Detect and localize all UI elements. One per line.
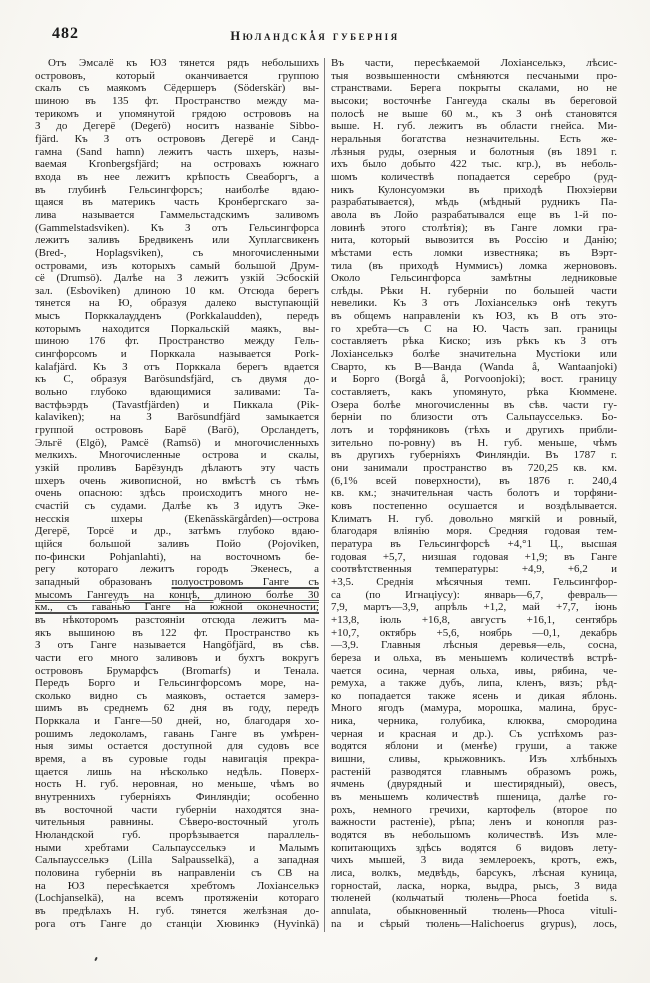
text-line: шимъ въ среднемъ 62 дня въ году, передъ bbox=[35, 702, 319, 715]
text-line: лиса, волкъ, медвѣдь, барсукъ, лѣсная куница, bbox=[331, 867, 617, 879]
text-line: берніи по близости отъ Сальпаусселькэ. Бо- bbox=[331, 411, 617, 424]
text-line: годовая +5,7, низшая годовая +1,9; въ Ганге bbox=[331, 550, 617, 563]
text-line: входа въ нее лежитъ крѣпость Свеаборгъ, а bbox=[35, 170, 319, 183]
text-line: острововъ, который оканчивается группою bbox=[35, 69, 319, 82]
text-line: мысомъ Гангеудъ на концѣ, длиною болѣе 30 bbox=[35, 588, 319, 601]
text-line: мѣстами есть ломки известняка; въ Вэрт- bbox=[331, 246, 617, 259]
text-line: чительныя равнины. Сѣверо-восточный уголъ bbox=[35, 816, 319, 829]
text-line: скалъ съ маякомъ Сёдершеръ (Söderskär) вы- bbox=[35, 82, 319, 95]
text-line: го хребта—съ С на Ю. Часть зап. границы bbox=[331, 322, 617, 335]
text-line: нита, который вывозится въ Россію и Данію; bbox=[331, 234, 617, 247]
text-line: Много ягодъ (мамура, морошка, малина, брус- bbox=[331, 702, 617, 715]
text-line: (Bred-, Hoplagsviken), съ многочисленными bbox=[35, 246, 319, 259]
text-line: благодаря вліянію моря. Средняя годовая тем- bbox=[331, 525, 617, 538]
text-line: ремуха, а также дубъ, липа, кленъ, вязъ; рѣд- bbox=[331, 677, 617, 690]
scan-speck bbox=[94, 957, 98, 961]
text-line: ловинѣ этого столѣтія); въ Ганге ломки гра- bbox=[331, 221, 617, 234]
text-line: сингфорсомъ и Порккала называется Pork- bbox=[35, 348, 319, 361]
text-line: тыя возвышенности смѣняются песчаными про- bbox=[331, 69, 617, 82]
text-line: чается осина, черная ольха, ивы, рябина, че- bbox=[331, 664, 617, 677]
text-line: (Lochjanselkä), на всемъ протяженіи котораго bbox=[35, 892, 319, 905]
text-line: части его много заливовъ и бухтъ вокругъ bbox=[35, 651, 319, 664]
text-line: узкій проливъ Барёзундъ дѣлаютъ эту часть bbox=[35, 462, 319, 474]
text-line: тила (въ приходѣ Нуммисъ) ломка жернововъ. bbox=[331, 259, 617, 272]
text-line: береза и ольха, въ меньшемъ количествѣ встрѣ- bbox=[331, 651, 617, 664]
text-line: чихъ мышей, 3 вида землероекъ, кротъ, ежъ, bbox=[331, 854, 617, 867]
text-line: къ С, образуя Barösundsfjärd, съ двумя до- bbox=[35, 373, 319, 386]
left-column bbox=[35, 57, 319, 930]
text-line: выше. Н. губ. лежитъ въ области гнейса. Ми- bbox=[331, 120, 617, 133]
page-number: 482 bbox=[52, 25, 79, 42]
text-line: шхеръ очень живописной, но вмѣстѣ съ тѣмъ bbox=[35, 474, 319, 487]
text-line: полосѣ не выше 60 м., къ З онѣ становятся bbox=[331, 107, 617, 120]
text-line: пература въ Гельсингфорсѣ +4,°1 Ц., высшая bbox=[331, 537, 617, 550]
text-line: острововъ Брумарфсъ (Bromarfs) и Тенала. bbox=[35, 664, 319, 677]
text-line: (6,1% всей поверхности), въ 1876 г. 240,4 bbox=[331, 474, 617, 487]
text-line: Отъ Эмсалё къ ЮЗ тянется рядъ небольшихъ bbox=[48, 57, 319, 69]
text-line: очень опасною: здѣсь происходитъ много не- bbox=[35, 487, 319, 500]
text-line: сё (Drumsö). Далѣе на З лежитъ узкій Эсбоскій bbox=[35, 272, 319, 285]
text-line: шиною въ 135 фт. Пространство между ма- bbox=[35, 94, 319, 107]
text-line: зительно по-ровну) въ Н. губ. меньше, чѣмъ bbox=[331, 436, 617, 449]
text-line: Сварто, къ В—Ванда (Wanda å, Wantaanjoki) bbox=[331, 360, 617, 373]
text-line: ко попадается также ясень и дикая яблонь. bbox=[331, 689, 617, 702]
text-line: ковъ постепенно осушается и воздѣлывается. bbox=[331, 499, 617, 512]
text-line: водятся яблони и (менѣе) груши, а также bbox=[331, 740, 617, 753]
text-line: Лохіанселькэ болѣе значительна Мустіоки или bbox=[331, 348, 617, 361]
text-line: 7,9, мартъ—3,9, апрѣль +1,2, май +7,7, іюнь bbox=[331, 601, 617, 614]
text-line: annulata, обыкновенный тюлень—Phoca vituli- bbox=[331, 904, 617, 917]
text-line: Климатъ Н. губ. довольно мягкій и ровный, bbox=[331, 512, 617, 525]
text-line: ность Н. губ. неровная, но меньше, чѣмъ во bbox=[35, 778, 319, 791]
text-line: Нюландской губ. прорѣзывается параллель- bbox=[35, 829, 319, 842]
text-line: шомъ количествѣ попадается серебро (руд- bbox=[331, 170, 617, 183]
text-line: рошимъ ледоколамъ, гавань Ганге въ умѣрен- bbox=[35, 727, 319, 740]
text-line: Въ части, пересѣкаемой Лохіанселькэ, лѣсис- bbox=[331, 57, 617, 69]
text-line: ихъ было добыто 422 тыс. кгр.), въ неболь- bbox=[331, 158, 617, 171]
text-line: лѣзныя руды, озерныя и болотныя (въ 1891 г. bbox=[331, 145, 617, 158]
text-line: Дегерё, Торсё и др., затѣмъ глубоко вдаю- bbox=[35, 525, 319, 538]
text-line: соотвѣтственныя температуры: +4,9, +6,2 и bbox=[331, 563, 617, 576]
pencil-underlined-text: полуостровомъ Ганге съ bbox=[171, 575, 319, 588]
text-line: щійся большой заливъ Пойо (Pojoviken, bbox=[35, 537, 319, 550]
text-line: высоки; восточнѣе Гангеуда скалы въ береговой bbox=[331, 94, 617, 107]
text-line: составляетъ, какъ упомянуто, рѣка Кюммене. bbox=[331, 386, 617, 399]
text-line: лежитъ заливъ Бредвикенъ или Хуплагсвикенъ bbox=[35, 234, 319, 247]
text-line: несскія шхеры (Ekenässkärgården)—острова bbox=[35, 512, 319, 525]
text-line: въ общемъ направленіи къ ЮЗ, къ В отъ это- bbox=[331, 310, 617, 323]
text-line: сколько видно съ маяковъ, остается замерз- bbox=[35, 689, 319, 702]
text-line: островами, изъ которыхъ самый большой Друм- bbox=[35, 259, 319, 272]
text-line: вишни, сливы, крыжовникъ. Изъ хлѣбныхъ bbox=[331, 753, 617, 766]
text-line: шиною 176 фт. Пространство между Гель- bbox=[35, 335, 319, 348]
text-line: Около Гельсингфорса замѣтны ледниковые bbox=[331, 272, 617, 285]
text-line: регу котораго лежитъ городъ Экенесъ, а bbox=[35, 563, 319, 576]
text-line: км., съ гаванью Ганге на южной оконечности; bbox=[35, 601, 319, 614]
text-line: горностай, ласка, норка, выдра, рысь, 3 вида bbox=[331, 879, 617, 892]
text-line: kalaviken); на З Barösundfjärd замыкается bbox=[35, 411, 319, 424]
text-line: Озера болѣе многочисленны въ сѣв. части гу- bbox=[331, 398, 617, 411]
text-line: составляетъ рѣка Киско; изъ рѣкъ къ З отъ bbox=[331, 335, 617, 348]
text-line: Сальпаусселькэ (Lilla Salpausselkä), а западная bbox=[35, 854, 319, 867]
text-line: гамна (Sand hamn) лежитъ часть шхеръ, назы- bbox=[35, 145, 319, 158]
text-line: щается лишь на нѣсколько недѣль. Поверх- bbox=[35, 765, 319, 778]
text-line: (Gammelstadsviken). Къ З отъ Гельсингфорса bbox=[35, 221, 319, 234]
right-column bbox=[331, 57, 617, 930]
text-line: kalafjärd. Къ З отъ Порккала берегъ вдается bbox=[35, 360, 319, 373]
text-line: Порккала и Ганге—50 дней, но, благодаря хо- bbox=[35, 715, 319, 728]
column-divider bbox=[324, 58, 325, 932]
text-line: никъ Кулонсуомэки въ приходѣ Пюхэіерви bbox=[331, 183, 617, 196]
text-line: ваемая Kronbergsfjärd; на островахъ южнаго bbox=[35, 158, 319, 171]
text-line: на ЮЗ пересѣкается хребтомъ Лохіанселькэ bbox=[35, 879, 319, 892]
text-line: разрабатывается), мѣдь (мѣдный рудникъ Па- bbox=[331, 196, 617, 209]
text-line: тянется на Ю, образуя далеко выступающій bbox=[35, 297, 319, 310]
text-line: ячмень (двурядный и шестирядный), овесъ, bbox=[331, 778, 617, 791]
text-line: щаяся въ материкъ часть Кронбергскаго за- bbox=[35, 196, 319, 209]
text-line: группой острововъ Барё (Barö), Орсландетъ, bbox=[35, 424, 319, 437]
text-line: и Борго (Borgå å, Porvoonjoki); вост. границу bbox=[331, 373, 617, 386]
running-title: Нюландская губернія bbox=[230, 29, 400, 43]
text-line: растеній разводятся главнымъ образомъ рожь, bbox=[331, 765, 617, 778]
text-line: лива называется Гаммельстадскимъ заливомъ bbox=[35, 208, 319, 221]
text-line: терикомъ и упомянутой грядою острововъ на bbox=[35, 107, 319, 120]
text-line: рохъ, немного гречихи, картофель (второе по bbox=[331, 803, 617, 816]
text-line: ными хребтами Сальпаусселькэ и Малымъ bbox=[35, 841, 319, 854]
text-line: западный образованъ полуостровомъ Ганге съ bbox=[35, 575, 319, 588]
text-line: въ нѣкоторомъ разстояніи отсюда лежитъ ма- bbox=[35, 613, 319, 626]
text-line: +10,7, октябрь +5,6, ноябрь —0,1, декабрь bbox=[331, 626, 617, 639]
text-line: лотъ и торфяниковъ (тѣхъ и другихъ прибли- bbox=[331, 424, 617, 437]
text-line: —3,9. Главныя лѣсныя деревья—ель, сосна, bbox=[331, 639, 617, 652]
text-line: неральныя богатства незначительны. Есть же- bbox=[331, 132, 617, 145]
text-line: ныя зимы остается доступной для судовъ все bbox=[35, 740, 319, 753]
text-line: въ глубинѣ Гельсингфорсъ; наиболѣе вдаю- bbox=[35, 183, 319, 196]
text-line: важности растеніе), рѣпа; ленъ и конопля раз- bbox=[331, 816, 617, 829]
text-line: мысъ Порккалаудденъ (Porkkalaudden), передъ bbox=[35, 310, 319, 323]
text-line: копитающихъ здѣсь водятся 6 видовъ лету- bbox=[331, 841, 617, 854]
text-line: na и сѣрый тюлень—Halichoerus grypus), лось, bbox=[331, 917, 617, 930]
text-line: fjärd. Къ З отъ острововъ Дегерё и Санд- bbox=[35, 132, 319, 145]
text-line: по-фински Pohjanlahti), на восточномъ бе- bbox=[35, 550, 319, 563]
text-line: въ меньшемъ количествѣ пшеница, далѣе го- bbox=[331, 791, 617, 804]
text-line: ника, черника, голубика, клюква, смородина bbox=[331, 715, 617, 728]
text-line: счастій съ судами. Далѣе къ З идутъ Эке- bbox=[35, 499, 319, 512]
text-line: З до Дегерё (Degerö) носитъ названіе Sibbo- bbox=[35, 120, 319, 133]
text-line: вольно глубоко вдающимися заливами: Та- bbox=[35, 386, 319, 399]
text-line: въ предѣлахъ Н. губ. тянется желѣзная до- bbox=[35, 904, 319, 917]
text-line: зал. (Esboviken) длиною 10 км. Отсюда берегъ bbox=[35, 284, 319, 297]
text-line: +3,5. Среднія мѣсячныя темп. Гельсингфор- bbox=[331, 575, 617, 588]
text-line: Передъ Борго и Гельсингфорсомъ море, на- bbox=[35, 677, 319, 690]
text-line: мелкихъ. Многочисленные острова и скалы, bbox=[35, 449, 319, 462]
text-line: тюленей (кольчатый тюлень—Phoca foetida s. bbox=[331, 892, 617, 905]
text-line: слѣды. Рѣки Н. губерніи по большей части bbox=[331, 284, 617, 297]
text-line: половина губерніи въ направленіи съ СВ на bbox=[35, 867, 319, 879]
text-line: они занимали пространство въ 720,25 кв. км. bbox=[331, 462, 617, 474]
text-line: невелики. Къ З отъ Лохіанселькэ онѣ текутъ bbox=[331, 297, 617, 310]
text-line: въ другихъ губерніяхъ Финляндіи. Въ 1787 г. bbox=[331, 449, 617, 462]
text-line: са (по Игнаціусу): январь—6,7, февраль— bbox=[331, 588, 617, 601]
text-line: авола въ Лойо разрабатывался еще въ 1-й по- bbox=[331, 208, 617, 221]
text-line: внутреннихъ губерніяхъ Финляндіи; особенно bbox=[35, 791, 319, 804]
text-line: Эльгё (Elgö), Рамсё (Ramsö) и многочисленныхъ bbox=[35, 436, 319, 449]
text-line: водятся въ небольшомъ количествѣ. Изъ мле- bbox=[331, 829, 617, 842]
text-line: которымъ находится Поркальскій маякъ, вы- bbox=[35, 322, 319, 335]
text-line: вастфьэрдъ (Tavastfjärden) и Пиккала (Pik- bbox=[35, 398, 319, 411]
text-line: въ восточной части губерніи находятся зна- bbox=[35, 803, 319, 816]
text-line: черная и красная и др.). Съ успѣхомъ раз- bbox=[331, 727, 617, 740]
text-line: кв. км.; значительная часть болотъ и торфяни- bbox=[331, 487, 617, 500]
text-line: +13,8, іюль +16,8, августъ +16,1, сентябрь bbox=[331, 613, 617, 626]
text-line: З отъ Ганге называется Hangöfjärd, въ сѣв. bbox=[35, 639, 319, 652]
text-line: странствами. Берега покрыты скалами, но не bbox=[331, 82, 617, 95]
text-line: время, а въ суровые годы навигація прекра- bbox=[35, 753, 319, 766]
text-line: рога отъ Ганге до станціи Хювинкэ (Hyvinkä) bbox=[35, 917, 319, 930]
text-line: якъ вышиною въ 122 фт. Пространство къ bbox=[35, 626, 319, 639]
